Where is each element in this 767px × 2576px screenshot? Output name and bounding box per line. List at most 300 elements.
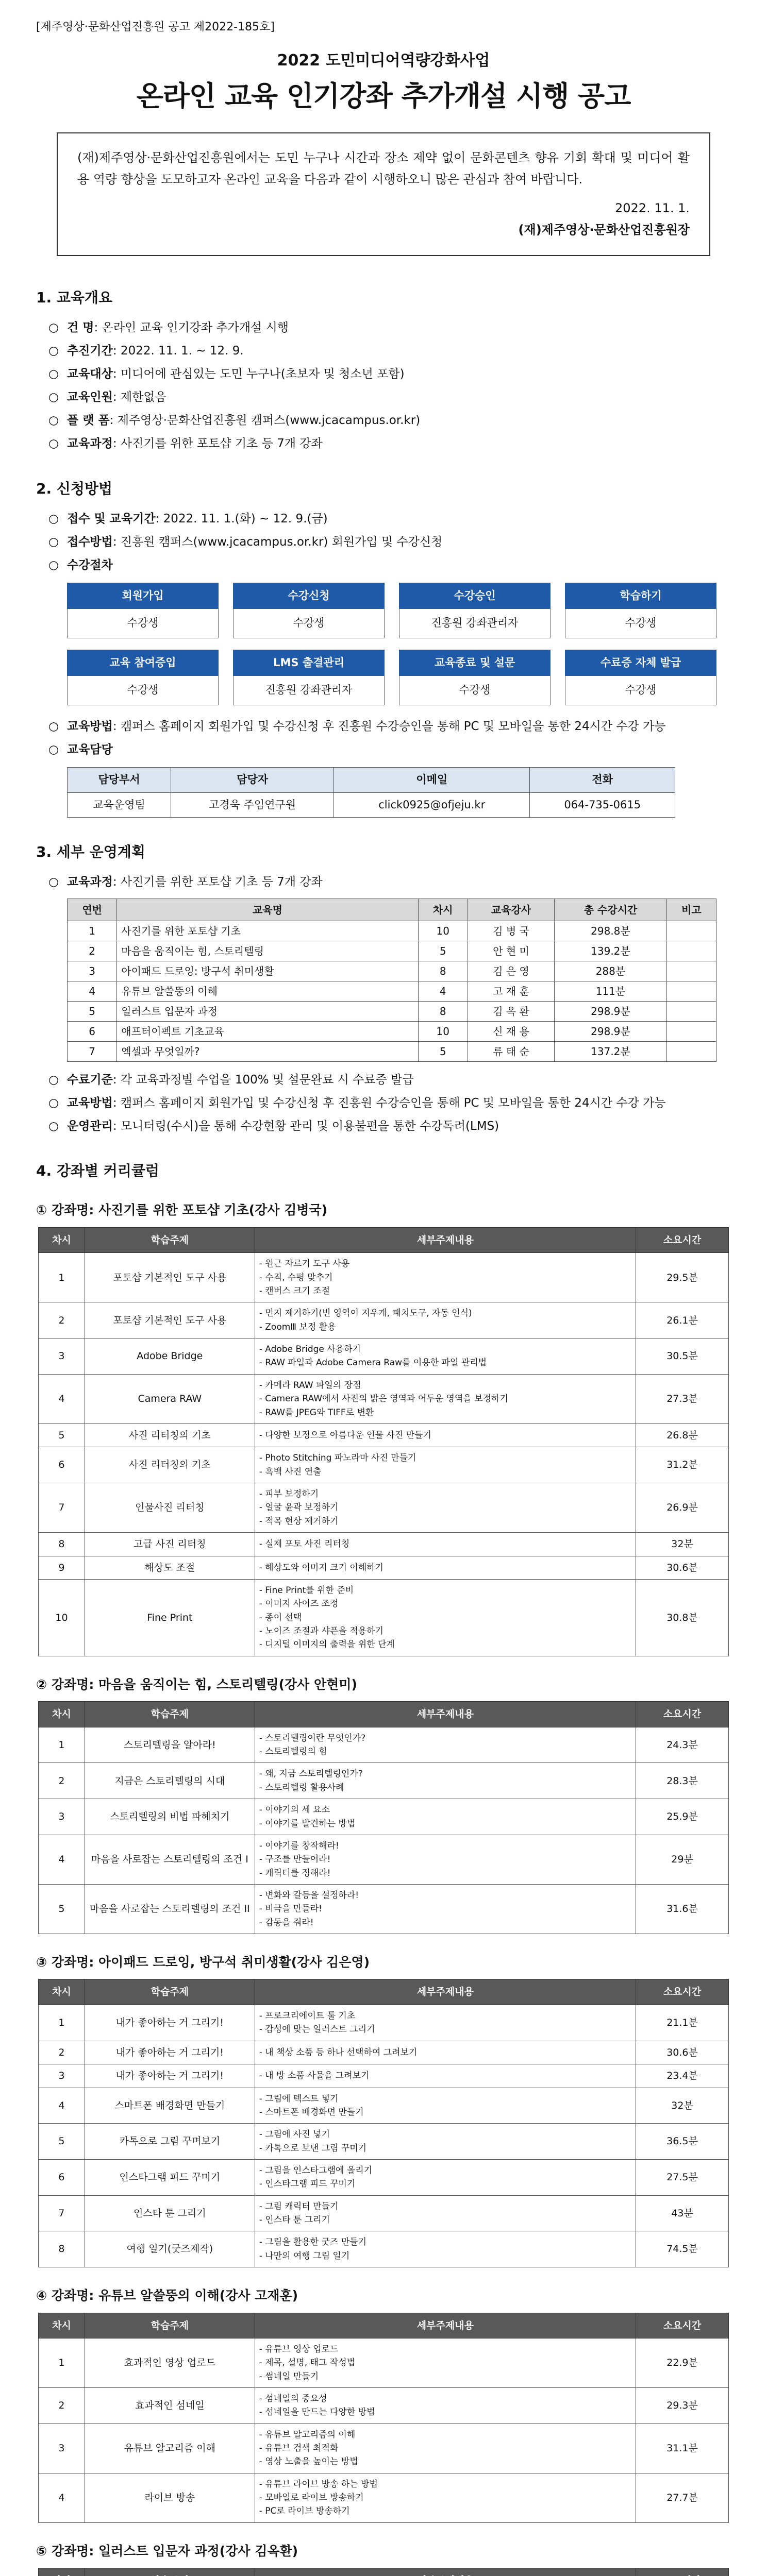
table-row	[68, 981, 716, 1002]
session-duration: 25.9분	[636, 1799, 729, 1835]
detail-line: - 모바일로 라이브 방송하기	[259, 2491, 631, 2504]
table-header-cell: 차시	[418, 899, 468, 921]
session-number: 2	[39, 2388, 85, 2424]
table-cell: 2	[68, 941, 117, 961]
session-number: 4	[39, 2088, 85, 2124]
session-duration: 36.5분	[636, 2124, 729, 2160]
table-header-row	[68, 768, 675, 793]
item-label: 운영관리	[67, 1120, 113, 1133]
item-label: 접수 및 교육기간	[67, 512, 156, 526]
detail-line: - 스마트폰 배경화면 만들기	[259, 2106, 631, 2119]
item-value: : 모니터링(수시)을 통해 수강현황 관리 및 이용불편을 통한 수강독려(LMS)	[112, 1120, 499, 1133]
notice-reference: [제주영상·문화산업진흥원 공고 제2022-185호]	[36, 21, 275, 33]
detail-line: - 실제 포토 사진 리터칭	[259, 1537, 631, 1551]
session-details	[255, 1533, 636, 1556]
table-header-row	[68, 899, 716, 921]
session-topic: 스토리텔링을 알아라!	[85, 1727, 255, 1763]
table-cell	[666, 1042, 716, 1062]
detail-line: - 먼지 제거하기(빈 영역이 지우개, 패치도구, 자동 인식)	[259, 1307, 631, 1320]
session-duration: 43분	[636, 2195, 729, 2231]
curriculum-table	[38, 1979, 729, 2267]
table-cell	[666, 941, 716, 961]
session-duration: 74.5분	[636, 2231, 729, 2267]
curriculum-table	[38, 2313, 729, 2523]
detail-line: - RAW를 JPEG와 TIFF로 변환	[259, 1406, 631, 1419]
list-item	[36, 387, 731, 408]
detail-line: - 수직, 수평 맞추기	[259, 1271, 631, 1284]
detail-line: - 감동을 줘라!	[259, 1916, 631, 1929]
flow-step-actor: 수강생	[233, 609, 385, 638]
item-label: 추진기간	[67, 344, 113, 358]
detail-line: - 적목 현상 제거하기	[259, 1515, 631, 1528]
table-header-cell: 비고	[666, 899, 716, 921]
session-details	[255, 2424, 636, 2473]
table-cell: 아이패드 드로잉: 방구석 취미생활	[117, 961, 418, 981]
table-header-cell: 세부주제내용	[255, 2313, 636, 2338]
session-topic: 지금은 스토리텔링의 시대	[85, 1763, 255, 1799]
session-number: 2	[39, 1763, 85, 1799]
table-header-row	[39, 2568, 729, 2576]
intro-box	[57, 132, 710, 256]
list-item	[36, 1070, 731, 1090]
table-cell: 064-735-0615	[530, 792, 675, 818]
item-label: 플 랫 폼	[67, 414, 110, 428]
session-details	[255, 1302, 636, 1338]
session-topic: 스토리텔링의 비법 파헤치기	[85, 1799, 255, 1835]
session-topic: Adobe Bridge	[85, 1338, 255, 1375]
table-row	[39, 2338, 729, 2388]
session-details	[255, 1447, 636, 1483]
detail-line: - 인스타 툰 그리기	[259, 2213, 631, 2227]
flow-step-actor: 수강생	[565, 609, 716, 638]
table-header-cell: 소요시간	[636, 1979, 729, 2005]
session-details	[255, 2338, 636, 2388]
table-cell	[666, 1002, 716, 1022]
session-duration: 22.9분	[636, 2338, 729, 2388]
table-row	[39, 1799, 729, 1835]
table-row	[39, 2473, 729, 2522]
intro-text: (재)제주영상·문화산업진흥원에서는 도민 누구나 시간과 장소 제약 없이 문화콘텐츠 향유 기회 확대 및 미디어 활용 역량 향상을 도모하고자 온라인 교육을 다음과 같이 시행하오니 많은 관심과 참여 바랍니다.	[77, 150, 690, 187]
detail-line: - 종이 선택	[259, 1611, 631, 1624]
detail-line: - 섬네일의 중요성	[259, 2392, 631, 2405]
session-number: 1	[39, 1253, 85, 1302]
session-duration: 30.6분	[636, 2041, 729, 2064]
table-header-cell: 차시	[39, 1979, 85, 2005]
flow-step-title: 수료증 자체 발급	[565, 650, 716, 676]
table-cell: 일러스트 입문자 과정	[117, 1002, 418, 1022]
list-item	[36, 341, 731, 361]
session-number: 6	[39, 2159, 85, 2195]
session-details	[255, 1483, 636, 1533]
item-label: 교육인원	[67, 391, 113, 404]
table-cell: 고 재 훈	[468, 981, 554, 1002]
session-number: 3	[39, 2424, 85, 2473]
detail-line: - 유튜브 영상 업로드	[259, 2343, 631, 2356]
flow-step	[67, 583, 219, 638]
flow-step-title: 회원가입	[67, 583, 219, 609]
table-row	[68, 1042, 716, 1062]
session-topic: 내가 좋아하는 거 그리기!	[85, 2064, 255, 2088]
table-cell: 10	[418, 1022, 468, 1042]
session-duration: 30.8분	[636, 1580, 729, 1656]
detail-line: - 그림을 활용한 굿즈 만들기	[259, 2235, 631, 2249]
session-topic: 인스타그램 피드 꾸미기	[85, 2159, 255, 2195]
table-header-cell	[636, 2568, 729, 2576]
table-row	[39, 2041, 729, 2064]
table-cell: 6	[68, 1022, 117, 1042]
intro-org: (재)제주영상·문화산업진흥원장	[518, 223, 690, 237]
schedule-table	[67, 899, 716, 1062]
session-number: 8	[39, 2231, 85, 2267]
course-title: ① 강좌명: 사진기를 위한 포토샵 기초(강사 김병국)	[36, 1202, 328, 1218]
session-duration: 30.6분	[636, 1556, 729, 1580]
session-duration: 32분	[636, 1533, 729, 1556]
detail-line: - 그림 캐릭터 만들기	[259, 2200, 631, 2213]
table-cell: 안 현 미	[468, 941, 554, 961]
course-title: ④ 강좌명: 유튜브 알쓸뚱의 이해(강사 고재훈)	[36, 2288, 298, 2303]
flow-step	[233, 650, 385, 705]
detail-line: - 이야기의 세 요소	[259, 1803, 631, 1817]
detail-line: - 카메라 RAW 파일의 장점	[259, 1379, 631, 1392]
session-details	[255, 1884, 636, 1934]
table-row	[39, 1483, 729, 1533]
curriculum-list	[36, 1200, 731, 2576]
session-topic: 카톡으로 그림 꾸며보기	[85, 2124, 255, 2160]
detail-line: - Camera RAW에서 사진의 밝은 영역과 어두운 영역을 보정하기	[259, 1392, 631, 1405]
item-label: 건 명	[67, 321, 94, 334]
section-title-apply: 2. 신청방법	[36, 480, 113, 497]
table-row	[68, 961, 716, 981]
session-details	[255, 1835, 636, 1884]
section-title-plan: 3. 세부 운영계획	[36, 843, 145, 861]
session-details	[255, 2064, 636, 2088]
flow-step-title: 수강신청	[233, 583, 385, 609]
session-number: 1	[39, 2338, 85, 2388]
table-header-cell	[39, 2568, 85, 2576]
detail-line: - 제목, 설명, 태그 작성법	[259, 2356, 631, 2369]
table-header-cell: 학습주제	[85, 1979, 255, 2005]
flow-step-actor: 수강생	[67, 609, 219, 638]
course-title: ② 강좌명: 마음을 움직이는 힘, 스토리텔링(강사 안현미)	[36, 1676, 357, 1692]
session-duration: 30.5분	[636, 1338, 729, 1375]
detail-line: - 원근 자르기 도구 사용	[259, 1257, 631, 1270]
session-number: 7	[39, 2195, 85, 2231]
table-header-cell	[85, 2568, 255, 2576]
session-duration: 28.3분	[636, 1763, 729, 1799]
edu-method-item	[36, 717, 731, 737]
session-topic: Camera RAW	[85, 1374, 255, 1423]
table-cell: 김 병 국	[468, 921, 554, 941]
item-value: : 2022. 11. 1. ~ 12. 9.	[112, 344, 244, 358]
session-number: 8	[39, 1533, 85, 1556]
list-item	[36, 318, 731, 338]
session-duration: 31.6분	[636, 1884, 729, 1934]
table-header-cell: 담당부서	[68, 768, 171, 793]
table-cell: 111분	[555, 981, 666, 1002]
session-duration: 23.4분	[636, 2064, 729, 2088]
session-duration: 31.2분	[636, 1447, 729, 1483]
detail-line: - 스토리텔링의 힘	[259, 1745, 631, 1758]
session-duration: 27.5분	[636, 2159, 729, 2195]
table-row	[39, 1447, 729, 1483]
table-cell: 교육운영팀	[68, 792, 171, 818]
detail-line: - 변화와 갈등을 설정하라!	[259, 1889, 631, 1902]
table-cell: 7	[68, 1042, 117, 1062]
table-cell: 288분	[555, 961, 666, 981]
table-cell: 5	[418, 1042, 468, 1062]
table-row	[39, 1302, 729, 1338]
table-row	[39, 1338, 729, 1375]
session-topic: 포토샵 기본적인 도구 사용	[85, 1302, 255, 1338]
table-cell: 애프터이펙트 기초교육	[117, 1022, 418, 1042]
item-value: : 미디어에 관심있는 도민 누구나(초보자 및 청소년 포함)	[112, 367, 405, 381]
session-details	[255, 1580, 636, 1656]
table-cell: 298.9분	[555, 1022, 666, 1042]
session-number: 2	[39, 1302, 85, 1338]
table-header-cell: 교육강사	[468, 899, 554, 921]
table-cell: 137.2분	[555, 1042, 666, 1062]
session-duration: 26.8분	[636, 1423, 729, 1447]
flow-step-actor: 수강생	[67, 676, 219, 705]
flow-step	[233, 583, 385, 638]
session-topic: 내가 좋아하는 거 그리기!	[85, 2005, 255, 2041]
session-details	[255, 2473, 636, 2522]
list-item	[36, 532, 731, 552]
table-cell: 류 태 순	[468, 1042, 554, 1062]
session-details	[255, 1374, 636, 1423]
session-topic: 해상도 조절	[85, 1556, 255, 1580]
curriculum-table	[38, 1227, 729, 1656]
table-cell	[666, 1022, 716, 1042]
session-topic: 효과적인 영상 업로드	[85, 2338, 255, 2388]
table-cell: 고경욱 주임연구원	[171, 792, 334, 818]
detail-line: - 이야기를 창작해라!	[259, 1839, 631, 1853]
contact-item	[36, 740, 731, 760]
detail-line: - 그림에 사진 넣기	[259, 2128, 631, 2141]
table-header-cell: 총 수강시간	[555, 899, 666, 921]
table-header-cell: 차시	[39, 2313, 85, 2338]
table-row	[68, 941, 716, 961]
session-duration: 27.7분	[636, 2473, 729, 2522]
item-value: : 사진기를 위한 포토샵 기초 등 7개 강좌	[112, 437, 323, 451]
flow-step-actor: 수강생	[399, 676, 551, 705]
session-details	[255, 2041, 636, 2064]
table-row	[39, 2064, 729, 2088]
flow-row	[67, 583, 716, 638]
session-duration: 31.1분	[636, 2424, 729, 2473]
session-duration: 29분	[636, 1835, 729, 1884]
session-duration: 32분	[636, 2088, 729, 2124]
table-row	[39, 1533, 729, 1556]
session-duration: 24.3분	[636, 1727, 729, 1763]
table-row	[68, 1002, 716, 1022]
session-number: 1	[39, 1727, 85, 1763]
session-details	[255, 1763, 636, 1799]
session-details	[255, 2088, 636, 2124]
table-header-cell: 차시	[39, 1702, 85, 1727]
item-label: 교육방법	[67, 1096, 113, 1110]
table-cell: 김 은 영	[468, 961, 554, 981]
table-row	[39, 1763, 729, 1799]
session-topic: 라이브 방송	[85, 2473, 255, 2522]
table-cell: 3	[68, 961, 117, 981]
flow-row	[67, 650, 716, 705]
table-row	[39, 2388, 729, 2424]
table-header-row	[39, 2313, 729, 2338]
session-number: 5	[39, 1423, 85, 1447]
session-details	[255, 2388, 636, 2424]
session-number: 1	[39, 2005, 85, 2041]
table-cell: 4	[68, 981, 117, 1002]
table-header-cell: 소요시간	[636, 2313, 729, 2338]
table-header-cell: 이메일	[334, 768, 530, 793]
curriculum-table	[38, 1701, 729, 1934]
table-header-cell: 학습주제	[85, 2313, 255, 2338]
table-cell	[666, 921, 716, 941]
intro-date: 2022. 11. 1.	[614, 201, 690, 215]
session-duration: 29.3분	[636, 2388, 729, 2424]
list-item	[36, 434, 731, 454]
session-details	[255, 1556, 636, 1580]
table-header-cell: 세부주제내용	[255, 1702, 636, 1727]
page-title: 온라인 교육 인기강좌 추가개설 시행 공고	[136, 80, 631, 112]
table-row	[39, 1374, 729, 1423]
item-label: 수강절차	[67, 558, 113, 572]
flow-step	[399, 583, 551, 638]
table-cell: 5	[418, 941, 468, 961]
table-header-cell	[255, 2568, 636, 2576]
list-item	[36, 411, 731, 431]
session-topic: 유튜브 알고리즘 이해	[85, 2424, 255, 2473]
table-row	[39, 1835, 729, 1884]
table-header-cell: 세부주제내용	[255, 1979, 636, 2005]
table-row	[39, 2195, 729, 2231]
item-value: : 각 교육과정별 수업을 100% 및 설문완료 시 수료증 발급	[112, 1073, 414, 1087]
detail-line: - 프로크리에이트 툴 기초	[259, 2009, 631, 2023]
detail-line: - 스토리텔링이란 무엇인가?	[259, 1732, 631, 1745]
session-number: 5	[39, 2124, 85, 2160]
session-duration: 26.1분	[636, 1302, 729, 1338]
list-item	[36, 555, 731, 575]
session-number: 10	[39, 1580, 85, 1656]
session-details	[255, 2124, 636, 2160]
table-header-cell: 교육명	[117, 899, 418, 921]
session-details	[255, 1338, 636, 1375]
session-duration: 26.9분	[636, 1483, 729, 1533]
detail-line: - 흑백 사진 연출	[259, 1465, 631, 1479]
item-value: : 진흥원 캠퍼스(www.jcacampus.or.kr) 회원가입 및 수강신청	[112, 535, 443, 549]
table-cell: click0925@ofjeju.kr	[334, 792, 530, 818]
detail-line: - 해상도와 이미지 크기 이해하기	[259, 1561, 631, 1574]
detail-line: - Photo Stitching 파노라마 사진 만들기	[259, 1451, 631, 1465]
table-cell: 10	[418, 921, 468, 941]
table-header-row	[39, 1979, 729, 2005]
table-header-cell: 담당자	[171, 768, 334, 793]
enroll-flowchart	[67, 583, 716, 705]
contact-table	[67, 767, 675, 818]
session-number: 3	[39, 1799, 85, 1835]
detail-line: - RAW 파일과 Adobe Camera Raw를 이용한 파일 관리법	[259, 1356, 631, 1369]
session-topic: 스마트폰 배경화면 만들기	[85, 2088, 255, 2124]
detail-line: - 피부 보정하기	[259, 1487, 631, 1501]
table-row	[39, 2231, 729, 2267]
table-cell: 유튜브 알쓸뚱의 이해	[117, 981, 418, 1002]
session-number: 9	[39, 1556, 85, 1580]
session-details	[255, 2195, 636, 2231]
table-row	[39, 1580, 729, 1656]
session-topic: 여행 일기(굿즈제작)	[85, 2231, 255, 2267]
session-topic: 효과적인 섬네일	[85, 2388, 255, 2424]
session-topic: 마음을 사로잡는 스토리텔링의 조건 I	[85, 1835, 255, 1884]
detail-line: - 왜, 지금 스토리텔링인가?	[259, 1767, 631, 1781]
detail-line: - 썸네일 만들기	[259, 2370, 631, 2383]
table-header-cell: 세부주제내용	[255, 1227, 636, 1253]
detail-line: - 다양한 보정으로 아름다운 인물 사진 만들기	[259, 1429, 631, 1442]
table-row	[68, 921, 716, 941]
session-number: 3	[39, 2064, 85, 2088]
table-header-row	[39, 1227, 729, 1253]
table-cell: 마음을 움직이는 힘, 스토리텔링	[117, 941, 418, 961]
table-cell: 298.8분	[555, 921, 666, 941]
detail-line: - 내 책상 소품 등 하나 선택하여 그려보기	[259, 2046, 631, 2059]
table-cell: 4	[418, 981, 468, 1002]
table-row	[39, 1556, 729, 1580]
session-duration: 27.3분	[636, 1374, 729, 1423]
item-value: : 제한없음	[112, 391, 166, 404]
session-details	[255, 1423, 636, 1447]
session-details	[255, 1253, 636, 1302]
detail-line: - 영상 노출을 높이는 방법	[259, 2455, 631, 2468]
table-header-cell: 학습주제	[85, 1227, 255, 1253]
session-details	[255, 2159, 636, 2195]
table-cell: 김 옥 환	[468, 1002, 554, 1022]
table-cell: 신 재 용	[468, 1022, 554, 1042]
table-cell: 5	[68, 1002, 117, 1022]
detail-line: - 그림을 인스타그램에 올리기	[259, 2164, 631, 2177]
flow-step-title: 학습하기	[565, 583, 716, 609]
table-row	[39, 2159, 729, 2195]
detail-line: - 인스타그램 피드 꾸미기	[259, 2177, 631, 2191]
table-row	[39, 1884, 729, 1934]
section-title-curriculum: 4. 강좌별 커리큘럼	[36, 1162, 159, 1180]
item-label: 교육방법	[67, 719, 113, 733]
session-number: 4	[39, 1835, 85, 1884]
course-title: ⑤ 강좌명: 일러스트 입문자 과정(강사 김옥환)	[36, 2543, 298, 2558]
session-details	[255, 2005, 636, 2041]
detail-line: - 유튜브 알고리즘의 이해	[259, 2428, 631, 2442]
detail-line: - 감성에 맞는 일러스트 그리기	[259, 2023, 631, 2036]
session-details	[255, 1727, 636, 1763]
detail-line: - 구조를 만들어라!	[259, 1853, 631, 1866]
detail-line: - 노이즈 조절과 샤픈을 적용하기	[259, 1624, 631, 1638]
session-topic: 포토샵 기본적인 도구 사용	[85, 1253, 255, 1302]
detail-line: - 내 방 소품 사물을 그려보기	[259, 2069, 631, 2082]
detail-line: - 디지털 이미지의 출력을 위한 단계	[259, 1638, 631, 1651]
session-details	[255, 2231, 636, 2267]
flow-step-actor: 진흥원 강좌관리자	[399, 609, 551, 638]
item-value: : 2022. 11. 1.(화) ~ 12. 9.(금)	[155, 512, 328, 526]
detail-line: - 섬네일을 만드는 다양한 방법	[259, 2405, 631, 2419]
session-topic: 인스타 툰 그리기	[85, 2195, 255, 2231]
plan-list	[36, 1070, 731, 1137]
session-number: 5	[39, 1884, 85, 1934]
table-row	[68, 792, 675, 818]
detail-line: - 비극을 만들라!	[259, 1902, 631, 1916]
session-topic: 사진 리터칭의 기초	[85, 1447, 255, 1483]
flow-step-title: 교육종료 및 설문	[399, 650, 551, 676]
detail-line: - 캐릭터를 정해라!	[259, 1867, 631, 1880]
item-value: : 제주영상·문화산업진흥원 캠퍼스(www.jcacampus.or.kr)	[109, 414, 421, 428]
